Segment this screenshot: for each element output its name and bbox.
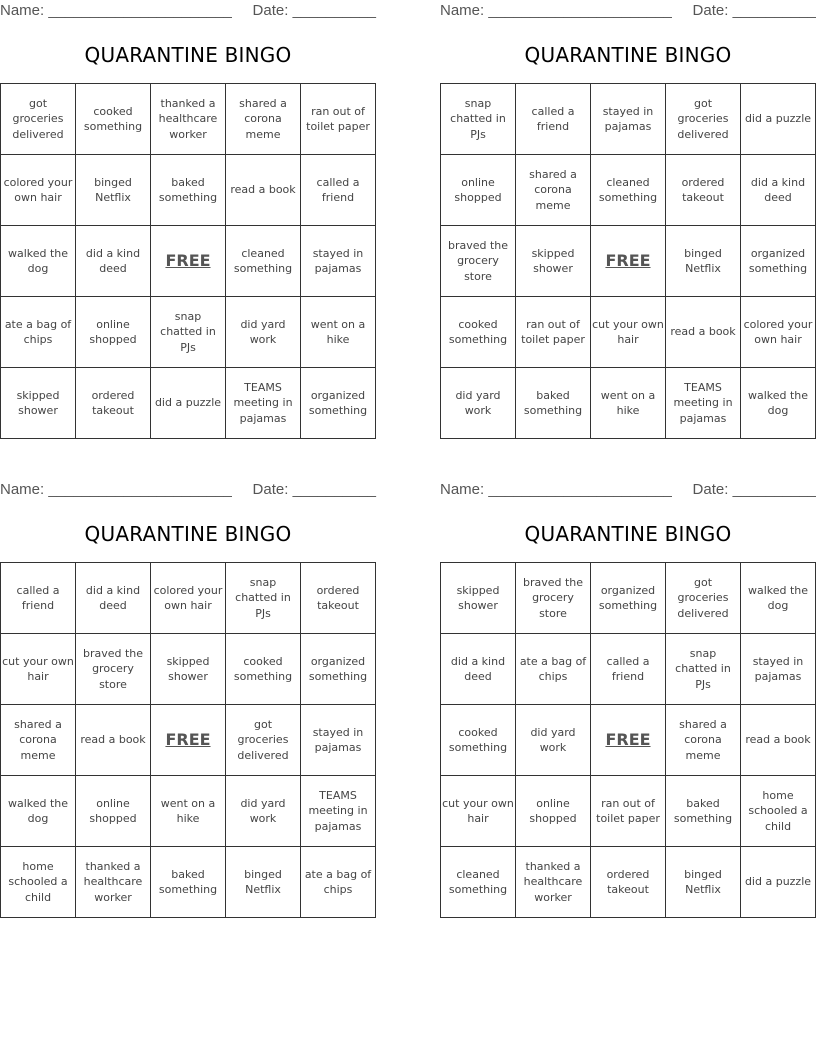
bingo-cell: binged Netflix bbox=[76, 155, 151, 226]
bingo-cell: went on a hike bbox=[151, 776, 226, 847]
bingo-cell: skipped shower bbox=[151, 634, 226, 705]
free-space: FREE bbox=[151, 705, 226, 776]
bingo-cell: walked the dog bbox=[741, 563, 816, 634]
bingo-cell: did a kind deed bbox=[741, 155, 816, 226]
bingo-cell: binged Netflix bbox=[666, 847, 741, 918]
name-label: Name: ______________________ bbox=[0, 2, 232, 19]
bingo-cell: skipped shower bbox=[441, 563, 516, 634]
grid-row bbox=[1, 155, 376, 226]
bingo-cell: colored your own hair bbox=[151, 563, 226, 634]
bingo-cell: cleaned something bbox=[441, 847, 516, 918]
bingo-cell: did a puzzle bbox=[151, 368, 226, 439]
bingo-cell: did yard work bbox=[441, 368, 516, 439]
bingo-cell: did a kind deed bbox=[76, 226, 151, 297]
bingo-cell: did a puzzle bbox=[741, 847, 816, 918]
bingo-cell: got groceries delivered bbox=[1, 84, 76, 155]
grid-row bbox=[441, 155, 816, 226]
date-label: Date: __________ bbox=[252, 2, 376, 19]
bingo-cell: braved the grocery store bbox=[441, 226, 516, 297]
bingo-cell: walked the dog bbox=[741, 368, 816, 439]
bingo-cell: TEAMS meeting in pajamas bbox=[666, 368, 741, 439]
name-label: Name: ______________________ bbox=[440, 2, 672, 19]
bingo-cell: got groceries delivered bbox=[226, 705, 301, 776]
bingo-cell: home schooled a child bbox=[741, 776, 816, 847]
bingo-cell: baked something bbox=[516, 368, 591, 439]
bingo-cell: cut your own hair bbox=[591, 297, 666, 368]
bingo-cell: organized something bbox=[301, 634, 376, 705]
bingo-cell: thanked a healthcare worker bbox=[516, 847, 591, 918]
grid-row bbox=[441, 563, 816, 634]
bingo-cell: ran out of toilet paper bbox=[516, 297, 591, 368]
bingo-cell: stayed in pajamas bbox=[301, 705, 376, 776]
bingo-grid bbox=[440, 562, 816, 918]
bingo-cell: organized something bbox=[301, 368, 376, 439]
bingo-cell: TEAMS meeting in pajamas bbox=[226, 368, 301, 439]
bingo-cell: read a book bbox=[76, 705, 151, 776]
bingo-cell: ordered takeout bbox=[76, 368, 151, 439]
bingo-cell: cooked something bbox=[76, 84, 151, 155]
bingo-card-2 bbox=[440, 0, 816, 440]
card-header bbox=[0, 2, 376, 22]
grid-row bbox=[1, 368, 376, 439]
bingo-cell: baked something bbox=[151, 155, 226, 226]
grid-row bbox=[441, 776, 816, 847]
bingo-cell: did yard work bbox=[226, 297, 301, 368]
bingo-cell: called a friend bbox=[591, 634, 666, 705]
grid-row bbox=[1, 297, 376, 368]
bingo-cell: home schooled a child bbox=[1, 847, 76, 918]
bingo-cell: baked something bbox=[666, 776, 741, 847]
bingo-cell: braved the grocery store bbox=[76, 634, 151, 705]
bingo-cell: online shopped bbox=[516, 776, 591, 847]
bingo-cell: snap chatted in PJs bbox=[226, 563, 301, 634]
bingo-cell: shared a corona meme bbox=[516, 155, 591, 226]
bingo-cell: ordered takeout bbox=[591, 847, 666, 918]
bingo-cell: colored your own hair bbox=[741, 297, 816, 368]
bingo-cell: stayed in pajamas bbox=[591, 84, 666, 155]
bingo-cell: did yard work bbox=[516, 705, 591, 776]
bingo-cell: stayed in pajamas bbox=[741, 634, 816, 705]
grid-row bbox=[441, 297, 816, 368]
bingo-cell: walked the dog bbox=[1, 226, 76, 297]
grid-row bbox=[1, 226, 376, 297]
bingo-cell: called a friend bbox=[1, 563, 76, 634]
card-title: QUARANTINE BINGO bbox=[84, 43, 292, 67]
bingo-cell: cleaned something bbox=[591, 155, 666, 226]
bingo-cell: cooked something bbox=[226, 634, 301, 705]
grid-row bbox=[1, 634, 376, 705]
bingo-grid bbox=[0, 562, 376, 918]
date-label: Date: __________ bbox=[692, 481, 816, 498]
grid-row bbox=[441, 84, 816, 155]
bingo-grid bbox=[440, 83, 816, 439]
card-header bbox=[440, 2, 816, 22]
bingo-cell: cooked something bbox=[441, 297, 516, 368]
bingo-cell: ran out of toilet paper bbox=[591, 776, 666, 847]
bingo-cell: ordered takeout bbox=[666, 155, 741, 226]
name-label: Name: ______________________ bbox=[440, 481, 672, 498]
grid-row bbox=[1, 776, 376, 847]
bingo-cell: skipped shower bbox=[516, 226, 591, 297]
bingo-card-4 bbox=[440, 479, 816, 919]
bingo-cell: read a book bbox=[741, 705, 816, 776]
bingo-cell: snap chatted in PJs bbox=[151, 297, 226, 368]
bingo-cell: ate a bag of chips bbox=[301, 847, 376, 918]
grid-row bbox=[441, 847, 816, 918]
bingo-cell: colored your own hair bbox=[1, 155, 76, 226]
grid-row bbox=[441, 226, 816, 297]
grid-row bbox=[441, 705, 816, 776]
grid-row bbox=[1, 84, 376, 155]
bingo-cell: organized something bbox=[741, 226, 816, 297]
name-label: Name: ______________________ bbox=[0, 481, 232, 498]
bingo-card-3 bbox=[0, 479, 376, 919]
bingo-cell: thanked a healthcare worker bbox=[151, 84, 226, 155]
bingo-cell: baked something bbox=[151, 847, 226, 918]
bingo-cell: organized something bbox=[591, 563, 666, 634]
bingo-cell: skipped shower bbox=[1, 368, 76, 439]
bingo-cell: online shopped bbox=[76, 297, 151, 368]
bingo-cell: read a book bbox=[226, 155, 301, 226]
bingo-cell: shared a corona meme bbox=[226, 84, 301, 155]
bingo-cell: cut your own hair bbox=[1, 634, 76, 705]
bingo-cell: stayed in pajamas bbox=[301, 226, 376, 297]
bingo-cell: cooked something bbox=[441, 705, 516, 776]
bingo-cell: ate a bag of chips bbox=[1, 297, 76, 368]
bingo-cell: ran out of toilet paper bbox=[301, 84, 376, 155]
bingo-cell: snap chatted in PJs bbox=[666, 634, 741, 705]
bingo-cell: online shopped bbox=[441, 155, 516, 226]
grid-row bbox=[441, 634, 816, 705]
bingo-cell: TEAMS meeting in pajamas bbox=[301, 776, 376, 847]
card-header bbox=[440, 481, 816, 501]
bingo-cell: got groceries delivered bbox=[666, 84, 741, 155]
bingo-cell: did a kind deed bbox=[76, 563, 151, 634]
bingo-cell: snap chatted in PJs bbox=[441, 84, 516, 155]
bingo-cell: did a kind deed bbox=[441, 634, 516, 705]
grid-row bbox=[1, 847, 376, 918]
bingo-cell: binged Netflix bbox=[666, 226, 741, 297]
bingo-cell: did yard work bbox=[226, 776, 301, 847]
bingo-cell: read a book bbox=[666, 297, 741, 368]
bingo-cell: shared a corona meme bbox=[666, 705, 741, 776]
bingo-cell: got groceries delivered bbox=[666, 563, 741, 634]
card-title: QUARANTINE BINGO bbox=[524, 522, 732, 546]
bingo-cell: called a friend bbox=[516, 84, 591, 155]
bingo-cell: online shopped bbox=[76, 776, 151, 847]
bingo-cell: cleaned something bbox=[226, 226, 301, 297]
bingo-cell: did a puzzle bbox=[741, 84, 816, 155]
card-title: QUARANTINE BINGO bbox=[84, 522, 292, 546]
free-space: FREE bbox=[591, 226, 666, 297]
bingo-cell: ordered takeout bbox=[301, 563, 376, 634]
grid-row bbox=[441, 368, 816, 439]
date-label: Date: __________ bbox=[692, 2, 816, 19]
date-label: Date: __________ bbox=[252, 481, 376, 498]
bingo-cell: thanked a healthcare worker bbox=[76, 847, 151, 918]
card-header bbox=[0, 481, 376, 501]
bingo-cell: braved the grocery store bbox=[516, 563, 591, 634]
bingo-card-1 bbox=[0, 0, 376, 440]
bingo-cell: called a friend bbox=[301, 155, 376, 226]
bingo-cell: ate a bag of chips bbox=[516, 634, 591, 705]
bingo-cell: went on a hike bbox=[591, 368, 666, 439]
bingo-cell: walked the dog bbox=[1, 776, 76, 847]
bingo-grid bbox=[0, 83, 376, 439]
bingo-cell: went on a hike bbox=[301, 297, 376, 368]
grid-row bbox=[1, 563, 376, 634]
bingo-cell: binged Netflix bbox=[226, 847, 301, 918]
free-space: FREE bbox=[591, 705, 666, 776]
bingo-cell: cut your own hair bbox=[441, 776, 516, 847]
grid-row bbox=[1, 705, 376, 776]
bingo-cell: shared a corona meme bbox=[1, 705, 76, 776]
card-title: QUARANTINE BINGO bbox=[524, 43, 732, 67]
free-space: FREE bbox=[151, 226, 226, 297]
